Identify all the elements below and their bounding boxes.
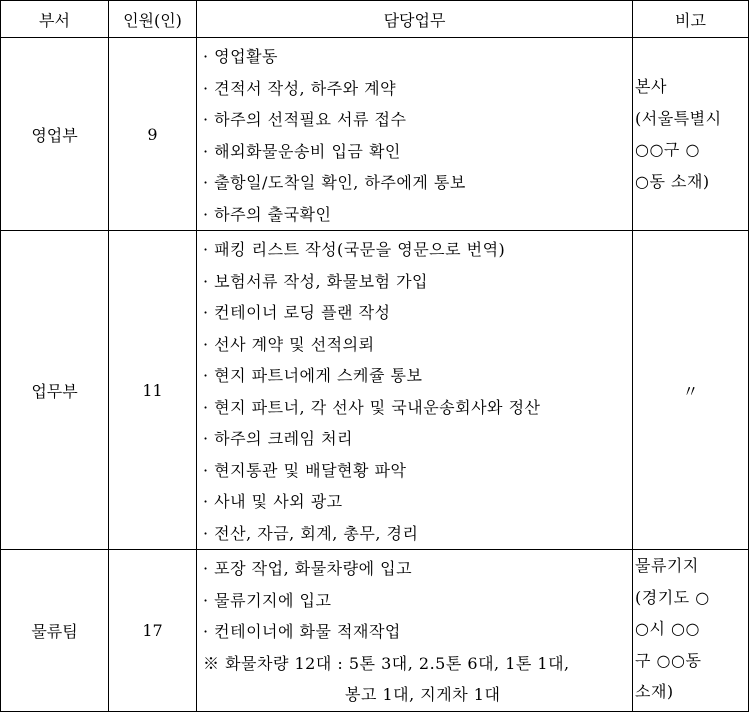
dept-cell: 물류팀 (1, 550, 109, 712)
duty-item: · 해외화물운송비 입금 확인 (203, 141, 401, 161)
duty-item: · 컨테이너에 화물 적재작업 (203, 622, 401, 641)
duty-item: · 현지 파트너에게 스케쥴 통보 (203, 366, 423, 385)
staff-cell: 9 (109, 38, 197, 231)
duty-item: · 견적서 작성, 하주와 계약 (203, 78, 397, 98)
duty-item: · 현지 파트너, 각 선사 및 국내운송회사와 정산 (203, 397, 541, 417)
ditto-mark: 〃 (682, 381, 699, 401)
note-line: ○시 ○○ (635, 619, 700, 638)
dept-cell: 업무부 (1, 231, 109, 550)
staff-cell: 11 (109, 231, 197, 550)
notes-cell (633, 550, 749, 712)
duty-item: · 컨테이너 로딩 플랜 작성 (203, 303, 391, 322)
duty-item: · 사내 및 사외 광고 (203, 492, 343, 511)
header-notes: 비고 (633, 1, 749, 38)
duty-item: · 물류기지에 입고 (203, 590, 332, 610)
header-row (1, 1, 749, 38)
header-dept: 부서 (1, 1, 109, 38)
note-line: (서울특별시 (635, 108, 722, 128)
duty-item: · 하주의 크레임 처리 (203, 429, 353, 448)
duty-item: · 전산, 자금, 회계, 총무, 경리 (203, 523, 419, 543)
duty-item: 봉고 1대, 지게차 1대 (345, 685, 501, 704)
note-line: ○○구 ○ (635, 140, 700, 159)
note-line: 구 ○○동 (635, 650, 702, 670)
duty-item: ※ 화물차량 12대 : 5톤 3대, 2.5톤 6대, 1톤 1대, (203, 653, 570, 673)
header-duties: 담당업무 (197, 1, 633, 38)
duty-item: · 포장 작업, 화물차량에 입고 (203, 559, 413, 578)
duties-cell (197, 550, 633, 712)
duty-item: · 보험서류 작성, 화물보험 가입 (203, 271, 428, 291)
duty-item: · 영업활동 (203, 47, 278, 66)
duty-item: · 출항일/도착일 확인, 하주에게 통보 (203, 173, 466, 192)
duty-item: · 패킹 리스트 작성(국문을 영문으로 번역) (203, 240, 506, 259)
duties-cell (197, 231, 633, 550)
notes-cell (633, 38, 749, 231)
staff-cell: 17 (109, 550, 197, 712)
note-line: 물류기지 (635, 556, 699, 575)
duty-item: · 하주의 선적필요 서류 접수 (203, 110, 407, 129)
dept-cell: 영업부 (1, 38, 109, 231)
duties-cell (197, 38, 633, 231)
duty-item: · 하주의 출국확인 (203, 204, 332, 224)
note-line: 소재) (635, 682, 674, 701)
note-line: 본사 (635, 77, 667, 96)
note-line: ○동 소재) (635, 171, 710, 191)
table-row (1, 38, 749, 231)
note-line: (경기도 ○ (635, 587, 710, 607)
notes-cell (633, 231, 749, 550)
table-row (1, 550, 749, 712)
header-staff: 인원(인) (109, 1, 197, 38)
table-row (1, 231, 749, 550)
duty-item: · 현지통관 및 배달현황 파악 (203, 460, 407, 480)
duty-item: · 선사 계약 및 선적의뢰 (203, 334, 375, 354)
